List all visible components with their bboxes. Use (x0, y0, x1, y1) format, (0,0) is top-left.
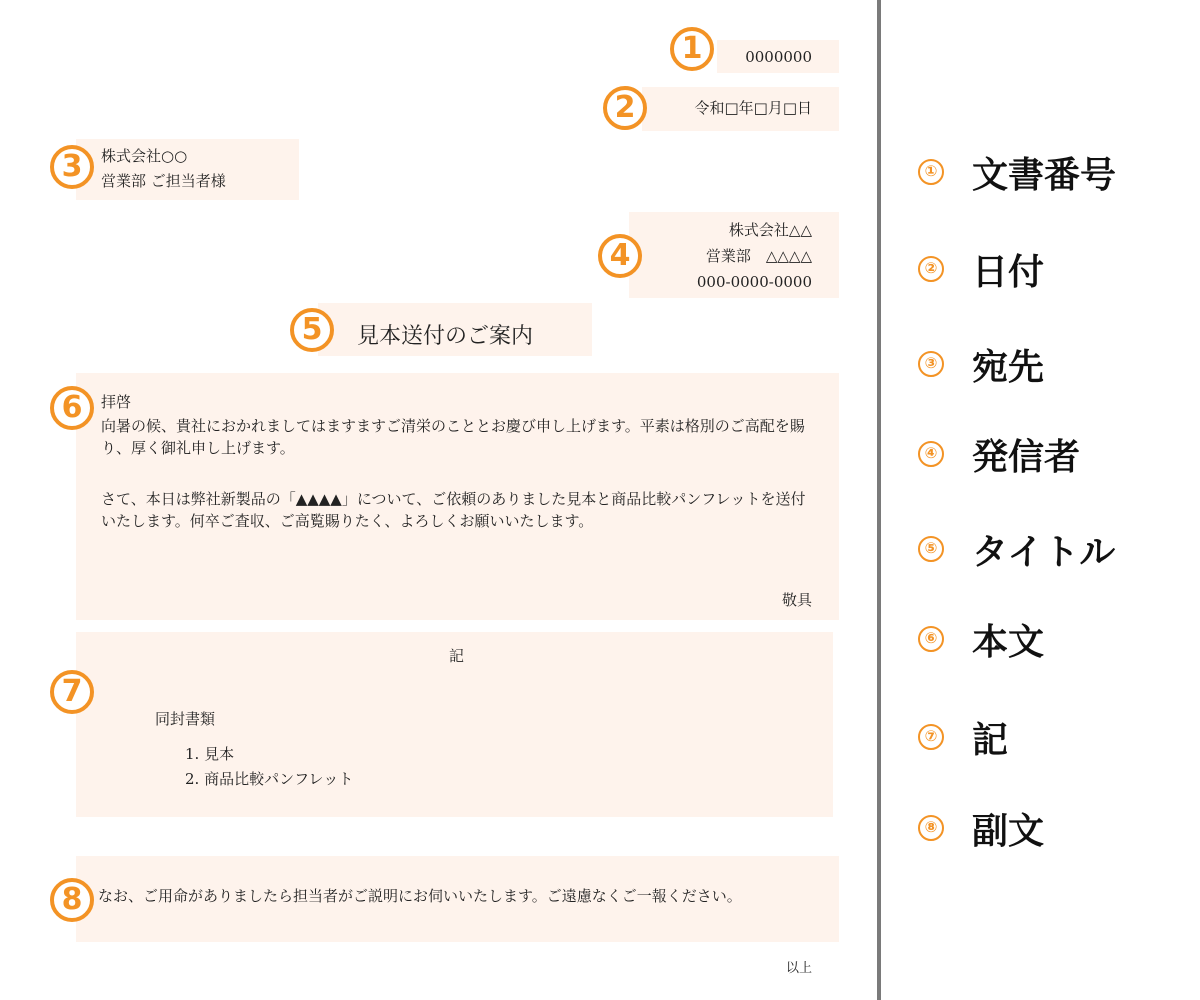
legend-item-postscript (918, 803, 1044, 853)
end-mark: 以上 (785, 961, 812, 976)
date: 令和□年□月□日 (694, 99, 812, 117)
body-opening: 拝啓 (101, 393, 132, 411)
legend-item-body (918, 614, 1044, 664)
legend-number: ④ (918, 441, 944, 467)
legend-item-title (918, 524, 1115, 574)
legend-number: ⑤ (918, 536, 944, 562)
marker-8: 8 (50, 878, 94, 922)
recipient-company: 株式会社○○ (101, 147, 188, 165)
legend-label: 副文 (972, 810, 1045, 852)
body-closing: 敬具 (781, 591, 812, 609)
vertical-divider (877, 0, 881, 1000)
marker-1: 1 (670, 27, 714, 71)
legend-number: ③ (918, 351, 944, 377)
sender-department: 営業部 △△△△ (705, 247, 812, 265)
recipient-department: 営業部 ご担当者様 (101, 172, 226, 190)
legend-label: タイトル (972, 531, 1116, 573)
marker-6: 6 (50, 386, 94, 430)
legend-item-doc-number (918, 147, 1116, 197)
postscript: なお、ご用命がありましたら担当者がご説明にお伺いいたします。ご遠慮なくご一報ください。 (98, 887, 742, 905)
legend-number: ② (918, 256, 944, 282)
record-heading: 記 (449, 647, 465, 665)
enclosure-label: 同封書類 (155, 710, 216, 728)
legend-item-date (918, 244, 1044, 294)
legend-item-sender (918, 429, 1080, 479)
sender-phone: 000-0000-0000 (696, 273, 812, 291)
legend-label: 宛先 (972, 346, 1045, 388)
body-paragraph-1: 向暑の候、貴社におかれましてはますますご清栄のこととお慶び申し上げます。平素は格別のご高配を賜り、厚く御礼申し上げます。 (101, 417, 805, 457)
body-paragraph-2: さて、本日は弊社新製品の「▲▲▲▲」について、ご依頼のありました見本と商品比較パンフレットを送付いたします。何卒ご査収、ご高覧賜りたく、よろしくお願いいたします。 (101, 490, 806, 530)
legend-number: ⑦ (918, 724, 944, 750)
legend-item-record (918, 712, 1008, 762)
marker-4: 4 (598, 234, 642, 278)
legend-number: ⑧ (918, 815, 944, 841)
doc-number: 0000000 (745, 48, 812, 66)
marker-7: 7 (50, 670, 94, 714)
legend-number: ① (918, 159, 944, 185)
legend-label: 文書番号 (972, 154, 1117, 196)
legend-label: 日付 (972, 251, 1045, 293)
marker-3: 3 (50, 145, 94, 189)
legend-number: ⑥ (918, 626, 944, 652)
legend-label: 本文 (972, 621, 1045, 663)
marker-5: 5 (290, 308, 334, 352)
enclosure-item-1: 1. 見本 (185, 745, 235, 763)
marker-2: 2 (603, 86, 647, 130)
legend-label: 発信者 (972, 436, 1081, 478)
legend-label: 記 (972, 719, 1009, 761)
legend-item-recipient (918, 339, 1044, 389)
sender-company: 株式会社△△ (728, 221, 812, 239)
letter-title: 見本送付のご案内 (357, 324, 534, 349)
enclosure-item-2: 2. 商品比較パンフレット (185, 770, 354, 788)
